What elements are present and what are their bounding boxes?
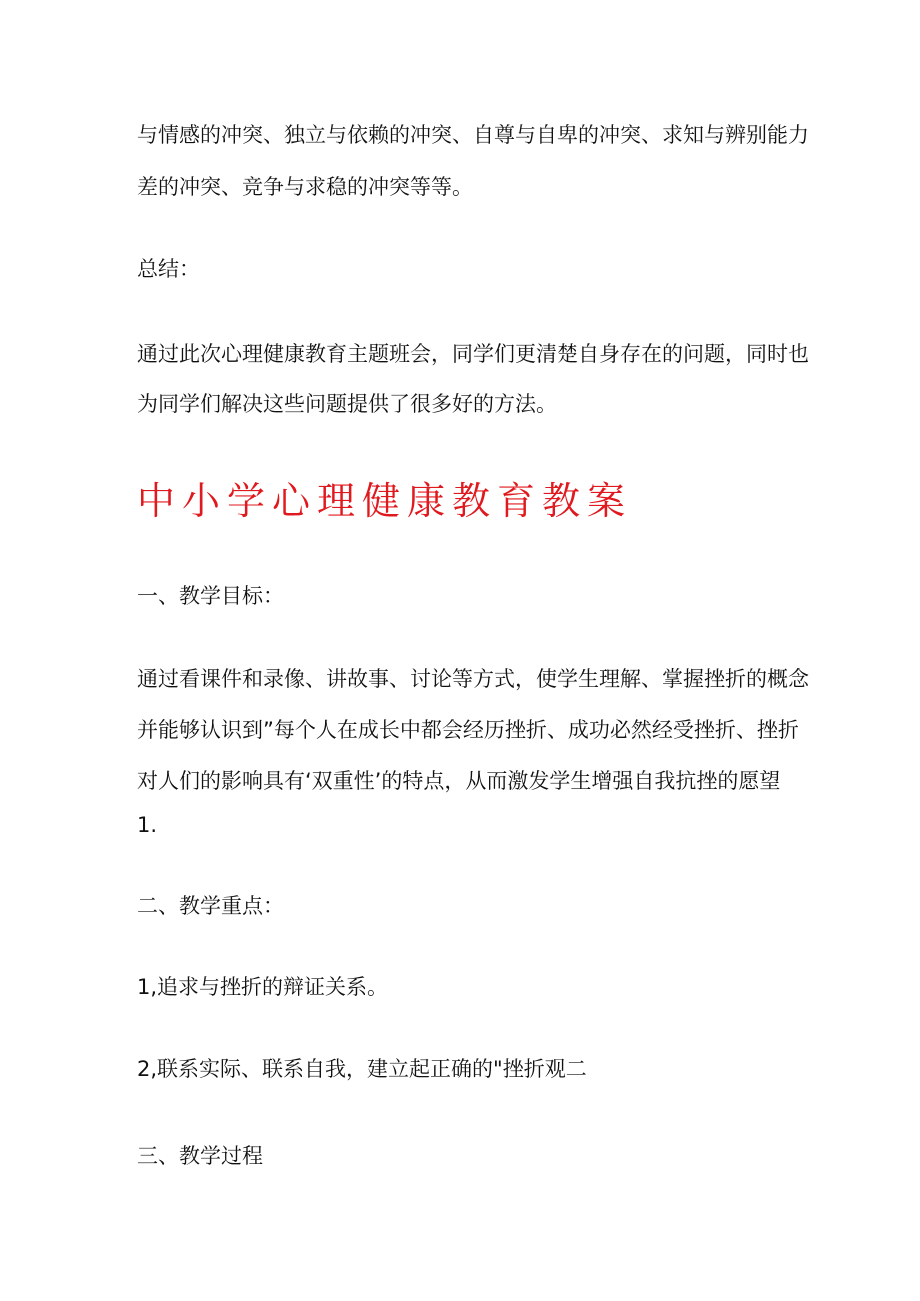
summary-text-line-1: 通过此次心理健康教育主题班会，同学们更清楚自身存在的问题，同时也 xyxy=(137,342,809,366)
section-heading-teaching-focus: 二、教学重点： xyxy=(137,894,284,918)
section-heading-teaching-process: 三、教学过程 xyxy=(137,1144,263,1168)
section-heading-teaching-goals: 一、教学目标： xyxy=(137,584,284,608)
goal-text-line-1: 通过看课件和录像、讲故事、讨论等方式，使学生理解、掌握挫折的概念 xyxy=(137,667,809,691)
summary-heading: 总结： xyxy=(137,257,200,281)
intro-text-line-2: 差的冲突、竞争与求稳的冲突等等。 xyxy=(137,175,473,199)
intro-text-line-1: 与情感的冲突、独立与依赖的冲突、自尊与自卑的冲突、求知与辨别能力 xyxy=(137,123,809,147)
goal-text-line-3: 对人们的影响具有‘双重性’的特点，从而激发学生增强自我抗挫的愿望 xyxy=(137,769,781,793)
focus-point-2: 2,联系实际、联系自我，建立起正确的"挫折观二 xyxy=(137,1057,587,1081)
summary-text-line-2: 为同学们解决这些问题提供了很多好的方法。 xyxy=(137,392,557,416)
focus-point-1: 1,追求与挫折的辩证关系。 xyxy=(137,975,389,999)
goal-text-line-4: 1. xyxy=(137,813,158,837)
document-title: 中小学心理健康教育教案 xyxy=(137,479,633,523)
goal-text-line-2: 并能够认识到”每个人在成长中都会经历挫折、成功必然经受挫折、挫折 xyxy=(137,718,799,742)
